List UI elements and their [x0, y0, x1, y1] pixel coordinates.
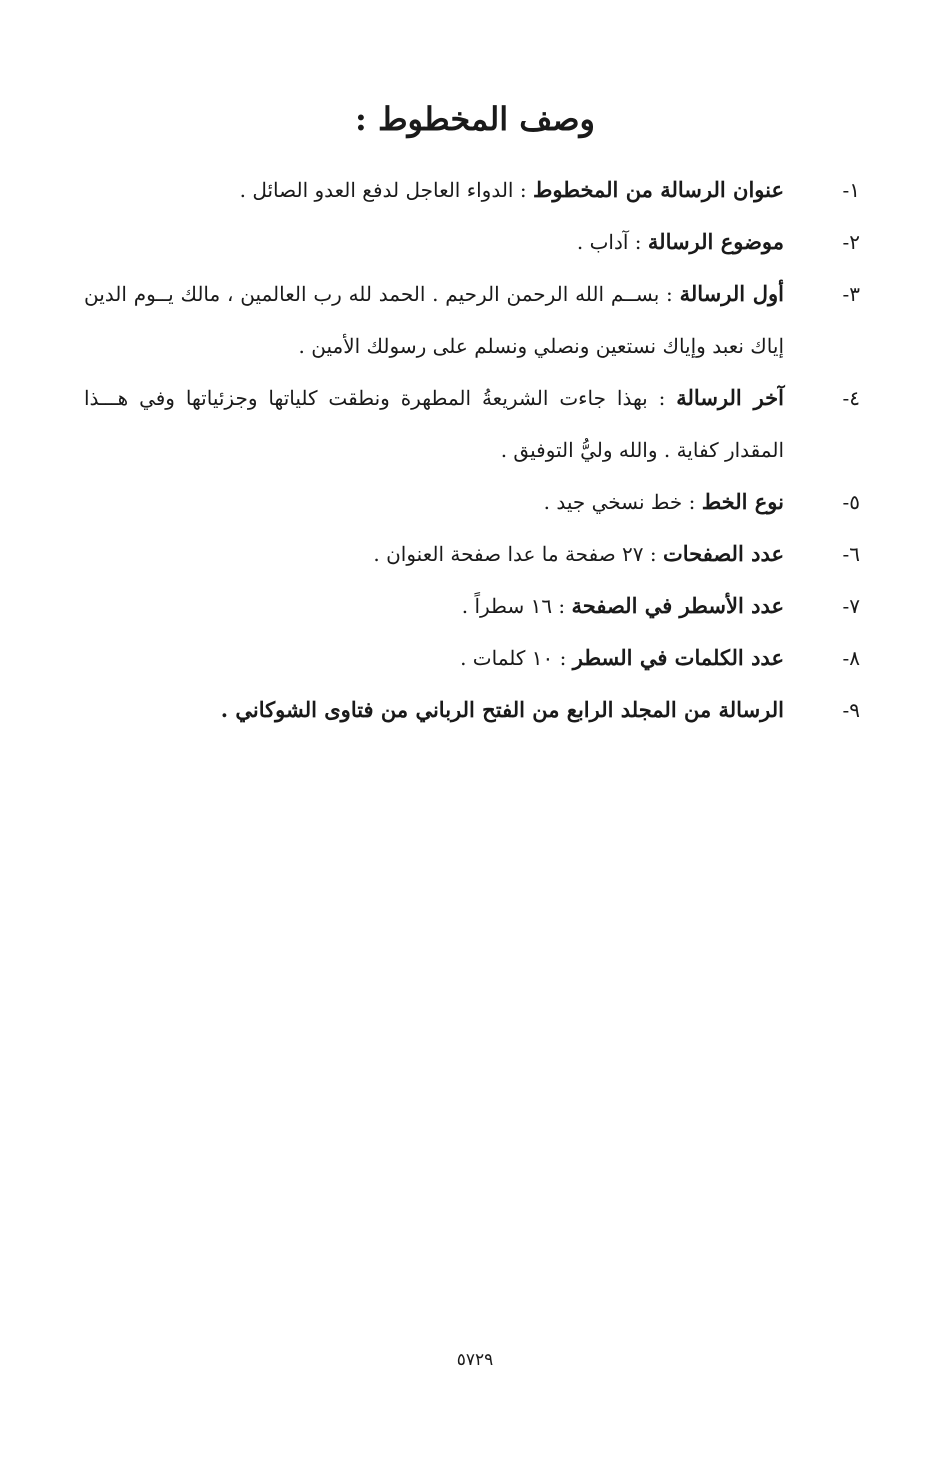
item-label: موضوع الرسالة	[647, 229, 784, 254]
item-label: عدد الأسطر في الصفحة	[571, 593, 784, 618]
item-number: ٩-	[842, 698, 860, 722]
item-text: : ١٠ كلمات .	[460, 646, 573, 670]
item-label: عدد الصفحات	[662, 541, 784, 566]
list-item-lines-per-page	[84, 580, 866, 632]
list-item-beginning	[84, 268, 866, 372]
list-item-words-per-line	[84, 632, 866, 684]
item-label: آخر الرسالة	[676, 385, 784, 410]
item-number: ٥-	[842, 490, 860, 514]
item-label: أول الرسالة	[679, 281, 785, 306]
item-text: الرسالة من المجلد الرابع من الفتح الرباني من فتاوى الشوكاني .	[220, 697, 784, 722]
page-title: وصف المخطوط :	[354, 100, 595, 138]
item-number: ٤-	[842, 386, 860, 410]
item-text: : ١٦ سطراً .	[461, 594, 572, 618]
item-text: : خط نسخي جيد .	[543, 490, 702, 514]
list-item-source-volume	[84, 684, 866, 736]
item-number: ٦-	[842, 542, 860, 566]
item-number: ١-	[842, 178, 860, 202]
item-text: : ٢٧ صفحة ما عدا صفحة العنوان .	[373, 542, 663, 566]
page-number: ٥٧٢٩	[456, 1350, 494, 1370]
list-item-ending	[84, 372, 866, 476]
item-label: عدد الكلمات في السطر	[572, 645, 784, 670]
item-text: : الدواء العاجل لدفع العدو الصائل .	[239, 178, 533, 202]
item-number: ٨-	[842, 646, 860, 670]
item-label: نوع الخط	[701, 489, 784, 514]
list-item-title	[84, 164, 866, 216]
manuscript-description-list	[84, 164, 866, 736]
list-item-page-count	[84, 528, 866, 580]
list-item-script-type	[84, 476, 866, 528]
item-text: : بهذا جاءت الشريعةُ المطهرة ونطقت كلياتها وجزئياتها وفي هـــذا المقدار كفاية . والله وليُّ التوفيق .	[84, 386, 784, 462]
list-item-subject	[84, 216, 866, 268]
item-text: : بســم الله الرحمن الرحيم . الحمد لله رب العالمين ، مالك يــوم الدين إياك نعبد وإياك نستعين ونصلي ونسلم على رسولك الأمين .	[84, 282, 784, 358]
item-number: ٧-	[842, 594, 860, 618]
item-text: : آداب .	[576, 230, 648, 254]
item-number: ٣-	[842, 282, 860, 306]
item-number: ٢-	[842, 230, 860, 254]
item-label: عنوان الرسالة من المخطوط	[532, 177, 784, 202]
